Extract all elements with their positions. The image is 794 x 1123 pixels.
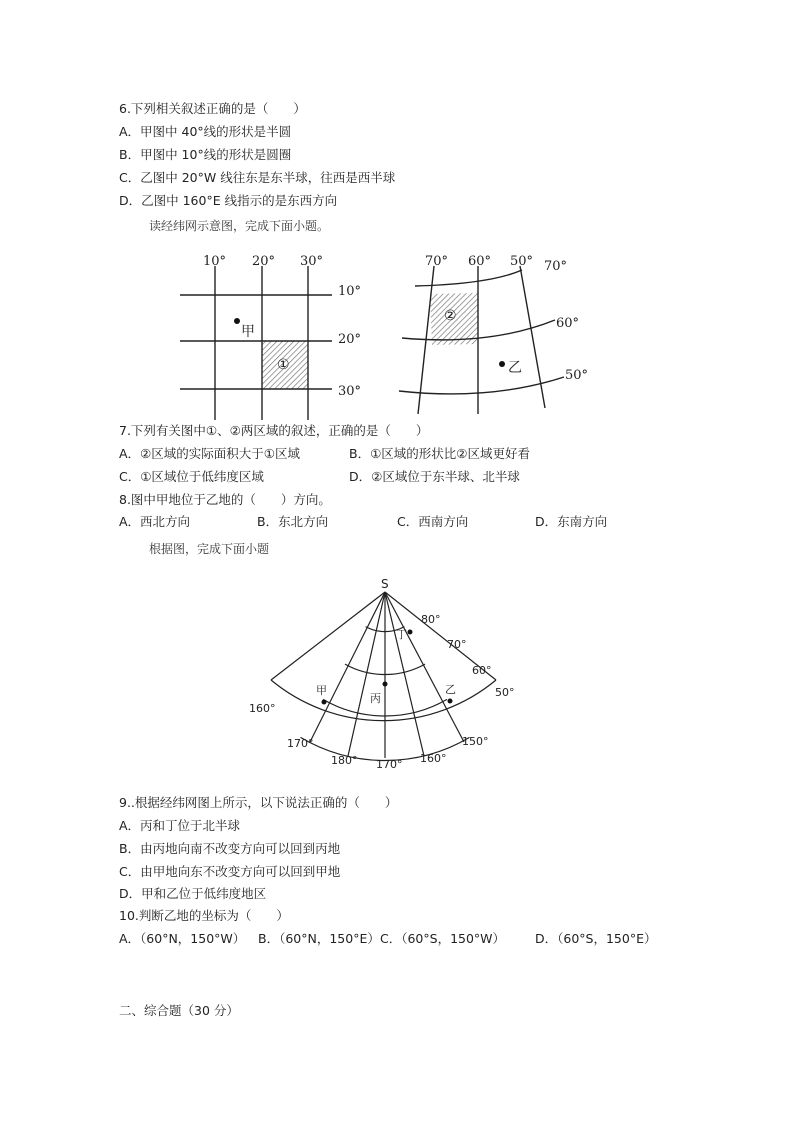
- lat-label-50: 50°: [495, 686, 515, 699]
- figure2-polar-sector: [240, 574, 530, 774]
- point-ding-marker: [408, 630, 413, 635]
- q8-option-d: D．东南方向: [535, 514, 608, 529]
- point-jia-marker: [234, 318, 240, 324]
- point-jia2-marker: [322, 700, 327, 705]
- region-1-label: ①: [277, 357, 290, 373]
- q7-option-b: B．①区域的形状比②区域更好看: [349, 446, 530, 461]
- left-top-label-1: 10°: [203, 254, 227, 269]
- q6-option-a: A．甲图中 40°线的形状是半圆: [119, 124, 292, 139]
- q7-option-a: A．②区域的实际面积大于①区域: [119, 446, 300, 461]
- right-top-label-2: 60°: [468, 254, 492, 269]
- right-top-label-3: 50°: [510, 254, 534, 269]
- intro-figure1: 读经纬网示意图，完成下面小题。: [149, 219, 330, 233]
- lon-label-160e: 160°: [420, 752, 447, 765]
- q6-stem: 6.下列相关叙述正确的是（ ）: [119, 101, 306, 116]
- q10-stem: 10.判断乙地的坐标为（ ）: [119, 908, 289, 923]
- point-yi-label: 乙: [508, 360, 522, 376]
- point-bing-label: 丙: [370, 692, 381, 705]
- left-top-label-3: 30°: [300, 254, 324, 269]
- q6-option-c: C．乙图中 20°W 线往东是东半球，往西是西半球: [119, 170, 396, 185]
- q6-option-b: B．甲图中 10°线的形状是圆圈: [119, 147, 292, 162]
- left-top-label-2: 20°: [252, 254, 276, 269]
- point-bing-marker: [383, 682, 388, 687]
- left-graticule: [180, 266, 332, 420]
- point-ding-label: 丁: [396, 628, 407, 641]
- point-jia2-label: 甲: [316, 684, 327, 697]
- lon-label-160w: 160°: [249, 702, 276, 715]
- q7-option-c: C．①区域位于低纬度区域: [119, 469, 264, 484]
- point-jia-label: 甲: [241, 324, 255, 340]
- figure1-graticules: [170, 244, 610, 420]
- q7-stem: 7.下列有关图中①、②两区域的叙述，正确的是（ ）: [119, 423, 429, 438]
- q9-option-d: D．甲和乙位于低纬度地区: [119, 886, 267, 901]
- q8-stem: 8.图中甲地位于乙地的（ ）方向。: [119, 492, 331, 507]
- intro-figure2: 根据图，完成下面小题: [149, 542, 270, 556]
- lat-label-80: 80°: [421, 613, 441, 626]
- left-right-label-3: 30°: [338, 384, 362, 399]
- q8-option-c: C．西南方向: [397, 514, 469, 529]
- right-curve-label-1: 70°: [544, 259, 568, 274]
- lat-label-60: 60°: [472, 664, 492, 677]
- point-yi2-marker: [448, 699, 453, 704]
- point-yi2-label: 乙: [445, 683, 456, 696]
- q9-stem: 9..根据经纬网图上所示，以下说法正确的（ ）: [119, 795, 398, 810]
- lon-label-170w: 170°: [287, 737, 314, 750]
- section-2-heading: 二、综合题（30 分）: [119, 1003, 239, 1018]
- lon-label-170e: 170°: [376, 758, 403, 771]
- lat-label-70: 70°: [447, 638, 467, 651]
- outer-boundary-arc: [271, 680, 496, 721]
- lon-label-150e: 150°: [462, 735, 489, 748]
- q10-option-b: B．（60°N，150°E）: [258, 931, 380, 946]
- q9-option-a: A．丙和丁位于北半球: [119, 818, 241, 833]
- point-yi-marker: [499, 361, 505, 367]
- pole-label: S: [381, 577, 389, 591]
- right-curve-label-2: 60°: [556, 316, 580, 331]
- right-top-label-1: 70°: [425, 254, 449, 269]
- q10-option-d: D．（60°S，150°E）: [535, 931, 657, 946]
- right-graticule: [399, 266, 564, 414]
- lon-label-180: 180°: [331, 754, 358, 767]
- q7-option-d: D．②区域位于东半球、北半球: [349, 469, 520, 484]
- left-right-label-2: 20°: [338, 332, 362, 347]
- q8-option-a: A．西北方向: [119, 514, 191, 529]
- q6-option-d: D．乙图中 160°E 线指示的是东西方向: [119, 193, 338, 208]
- q10-option-c: C．（60°S，150°W）: [380, 931, 506, 946]
- q9-option-b: B．由丙地向南不改变方向可以回到丙地: [119, 841, 341, 856]
- region-2-label: ②: [444, 308, 457, 324]
- right-curve-label-3: 50°: [565, 368, 589, 383]
- q9-option-c: C．由甲地向东不改变方向可以回到甲地: [119, 864, 341, 879]
- q10-option-a: A．（60°N，150°W）: [119, 931, 246, 946]
- left-right-label-1: 10°: [338, 284, 362, 299]
- q8-option-b: B．东北方向: [257, 514, 329, 529]
